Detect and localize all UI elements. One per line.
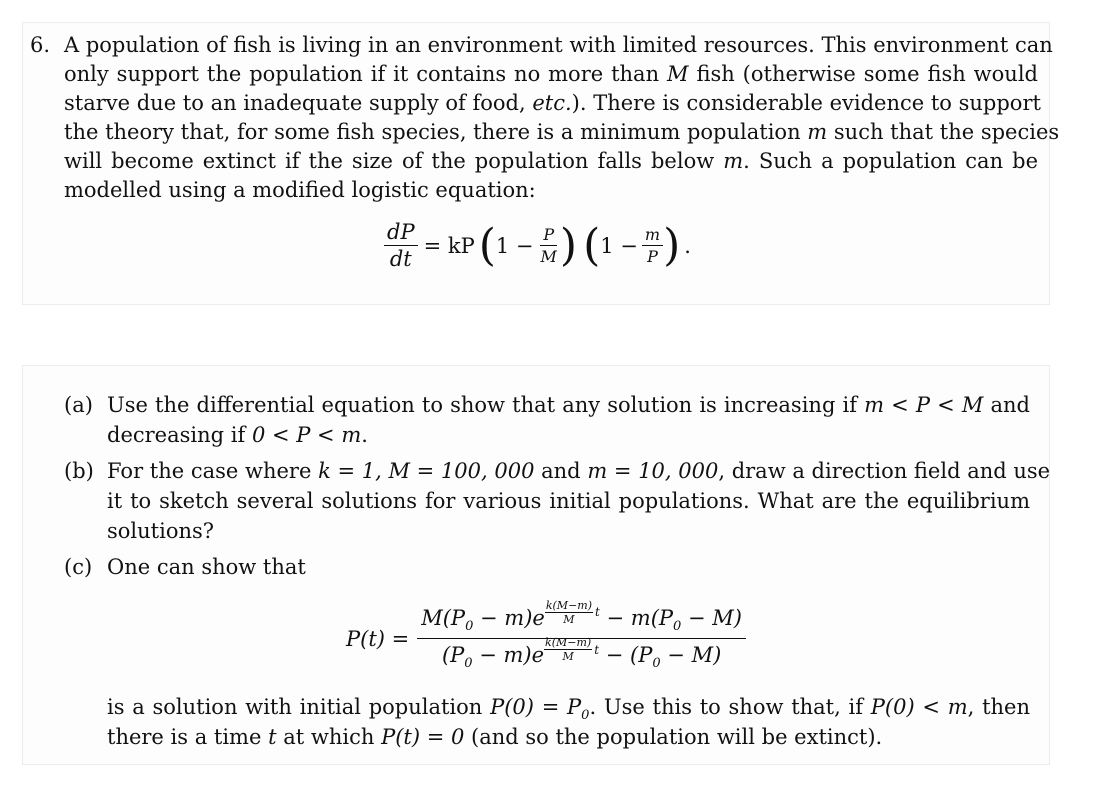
part-c-line-1 <box>107 552 306 582</box>
intro-text: starve due to an inadequate supply of food, <box>64 91 526 115</box>
subscript-zero: 0 <box>464 656 473 672</box>
part-c-label: (c) <box>64 555 93 579</box>
intro-text: the theory that, for some fish species, there is a minimum population <box>64 120 801 144</box>
intro-line-5 <box>64 146 1038 176</box>
intro-line-1 <box>64 30 1053 60</box>
subscript-zero: 0 <box>673 619 682 634</box>
paren-open: ( <box>583 220 601 271</box>
part-a-text: decreasing if <box>107 423 246 447</box>
initial-condition-text: P(0) = P <box>490 695 582 719</box>
paren-open: ( <box>478 220 496 271</box>
frac-den: M <box>540 247 557 266</box>
question-number: 6. <box>30 33 51 57</box>
part-a-text: Use the differential equation to show that any solution is increasing if <box>107 393 857 417</box>
part-b-line-1 <box>107 456 1051 486</box>
one-minus: 1 − <box>495 234 534 258</box>
exp-den: M <box>563 612 575 626</box>
intro-line-4 <box>64 117 1060 147</box>
initial-condition <box>490 695 590 724</box>
exp-t: t <box>594 642 600 657</box>
solution-fraction <box>417 598 746 672</box>
exponent <box>544 637 599 662</box>
part-c-text: , then <box>967 695 1030 719</box>
part-a-text: . <box>361 423 368 447</box>
den-part: (P <box>441 643 465 667</box>
part-c-text: . Use this to show that, if <box>589 695 864 719</box>
part-b-label: (b) <box>64 459 94 483</box>
var-m: m <box>807 120 828 144</box>
part-b-text: For the case where <box>107 459 312 483</box>
part-b-k-M-values: k = 1, M = 100, 000 <box>318 459 535 483</box>
part-c-text: One can show that <box>107 555 306 579</box>
formula-lhs: P(t) = <box>346 627 410 651</box>
equation-period: . <box>684 234 691 258</box>
var-t: t <box>268 725 277 749</box>
part-b-text: solutions? <box>107 519 215 543</box>
var-M: M <box>667 62 689 86</box>
intro-line-3 <box>64 88 1041 118</box>
part-a-label: (a) <box>64 393 93 417</box>
part-c-text: (and so the population will be extinct). <box>471 725 883 749</box>
exp-fraction <box>544 637 592 662</box>
part-c-text: there is a time <box>107 725 262 749</box>
exp-t: t <box>595 605 600 620</box>
frac-den: P <box>647 247 658 266</box>
exp-num: k(M−m) <box>545 598 593 612</box>
intro-text: will become extinct if the size of the population falls below <box>64 149 715 173</box>
num-part: − m)e <box>480 605 545 630</box>
intro-line-6 <box>64 175 536 205</box>
intro-line-2 <box>64 59 1038 89</box>
solution-formula <box>346 600 746 678</box>
m-over-P-fraction <box>642 227 663 265</box>
dP-dt-fraction <box>384 222 418 270</box>
part-b-line-2 <box>107 486 1030 516</box>
part-b-m-value: m = 10, 000 <box>587 459 719 483</box>
part-b-text: , draw a direction field and use <box>718 459 1051 483</box>
exponent <box>545 600 600 625</box>
solution-denominator <box>438 636 725 672</box>
initial-inequality: P(0) < m <box>870 695 968 719</box>
num-part: − M) <box>688 605 742 630</box>
P-over-M-fraction <box>538 227 560 265</box>
part-a-line-2 <box>107 420 368 450</box>
part-c-text: is a solution with initial population <box>107 695 483 719</box>
part-b-text: it to sketch several solutions for various initial populations. What are the equilibrium <box>107 489 1030 513</box>
part-b-text: and <box>541 459 581 483</box>
exp-den: M <box>562 650 574 663</box>
paren-close: ) <box>559 220 578 271</box>
exp-fraction <box>545 600 593 625</box>
num-part: M(P <box>421 605 466 630</box>
subscript-zero: 0 <box>465 619 474 634</box>
intro-text: only support the population if it contains no more than <box>64 62 660 86</box>
den-part: − M) <box>667 643 722 667</box>
paren-close: ) <box>663 220 681 271</box>
intro-text: fish (otherwise some fish would <box>696 62 1038 86</box>
etc-text: etc. <box>532 91 572 115</box>
extinction-condition: P(t) = 0 <box>381 725 465 749</box>
part-c-line-3 <box>107 722 882 752</box>
subscript-zero: 0 <box>652 656 661 672</box>
one-minus: 1 − <box>600 234 638 258</box>
part-a-text: and <box>990 393 1030 417</box>
num-part: − m(P <box>606 605 674 630</box>
part-a-condition: m < P < M <box>864 393 984 417</box>
exp-num: k(M−m) <box>545 636 592 649</box>
logistic-equation <box>384 214 691 278</box>
frac-num: m <box>642 227 663 246</box>
intro-text: . Such a population can be <box>743 149 1038 173</box>
frac-den: dt <box>389 247 412 271</box>
part-c-text: at which <box>283 725 375 749</box>
part-a-line-1 <box>107 390 1030 420</box>
intro-text: ). There is considerable evidence to support <box>571 91 1041 115</box>
solution-numerator <box>417 598 746 639</box>
var-m: m <box>723 149 744 173</box>
frac-num: dP <box>384 222 418 246</box>
intro-text: modelled using a modified logistic equation: <box>64 178 536 202</box>
equals-kP: = kP <box>423 234 475 258</box>
subscript-zero: 0 <box>581 708 590 724</box>
part-b-line-3 <box>107 516 214 546</box>
den-part: − m)e <box>479 643 545 667</box>
part-a-condition: 0 < P < m <box>251 423 362 447</box>
intro-text: such that the species <box>833 120 1060 144</box>
den-part: − (P <box>605 643 653 667</box>
frac-num: P <box>540 227 557 246</box>
intro-text: A population of fish is living in an environment with limited resources. This environment can <box>64 33 1053 57</box>
